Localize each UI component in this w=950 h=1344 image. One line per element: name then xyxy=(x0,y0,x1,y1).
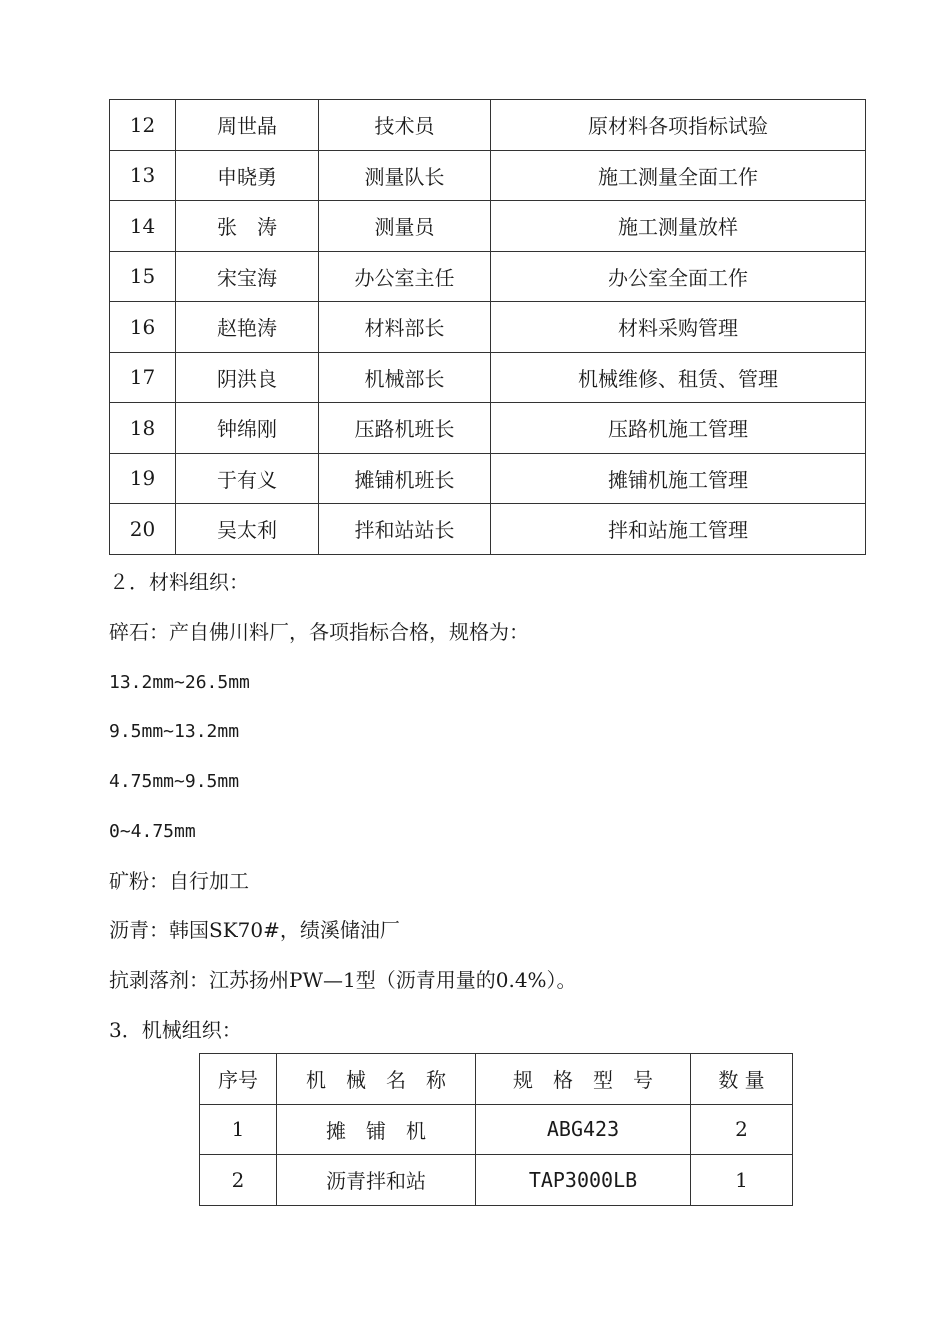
staff-duty: 机械维修、租赁、管理 xyxy=(491,352,866,403)
staff-title: 测量员 xyxy=(319,201,491,252)
staff-no: 16 xyxy=(110,302,176,353)
machine-no: 2 xyxy=(200,1155,277,1206)
staff-duty: 原材料各项指标试验 xyxy=(491,100,866,151)
staff-no: 18 xyxy=(110,403,176,454)
staff-name: 钟绵刚 xyxy=(176,403,319,454)
staff-title: 材料部长 xyxy=(319,302,491,353)
machine-name: 沥青拌和站 xyxy=(277,1155,476,1206)
mineral-powder-line: 矿粉：自行加工 xyxy=(109,869,249,893)
staff-name: 阴洪良 xyxy=(176,352,319,403)
staff-no: 17 xyxy=(110,352,176,403)
machine-model: ABG423 xyxy=(476,1104,691,1155)
materials-heading: ２．材料组织： xyxy=(109,570,249,594)
staff-no: 19 xyxy=(110,453,176,504)
anti-stripping-line: 抗剥落剂：江苏扬州PW—1型（沥青用量的0.4%）。 xyxy=(109,968,577,992)
staff-name: 张 涛 xyxy=(176,201,319,252)
staff-duty: 施工测量全面工作 xyxy=(491,150,866,201)
staff-title: 测量队长 xyxy=(319,150,491,201)
staff-name: 申晓勇 xyxy=(176,150,319,201)
staff-no: 15 xyxy=(110,251,176,302)
staff-duty: 材料采购管理 xyxy=(491,302,866,353)
machine-quantity: 1 xyxy=(691,1155,793,1206)
machine-model: TAP3000LB xyxy=(476,1155,691,1206)
staff-title: 办公室主任 xyxy=(319,251,491,302)
gravel-spec-4: 0~4.75mm xyxy=(109,821,196,842)
machinery-table xyxy=(199,1053,793,1206)
staff-no: 13 xyxy=(110,150,176,201)
table-row xyxy=(200,1155,793,1206)
staff-no: 20 xyxy=(110,504,176,555)
staff-duty: 压路机施工管理 xyxy=(491,403,866,454)
gravel-line: 碎石：产自佛川料厂，各项指标合格，规格为： xyxy=(109,620,529,644)
header-machine-name: 机 械 名 称 xyxy=(277,1054,476,1105)
machine-quantity: 2 xyxy=(691,1104,793,1155)
header-no: 序号 xyxy=(200,1054,277,1105)
asphalt-line: 沥青：韩国SK70#，绩溪储油厂 xyxy=(109,918,400,942)
table-row xyxy=(200,1104,793,1155)
machinery-header-row xyxy=(200,1054,793,1105)
gravel-spec-1: 13.2mm~26.5mm xyxy=(109,672,250,693)
table-row xyxy=(110,453,866,504)
table-row xyxy=(110,352,866,403)
staff-table xyxy=(109,99,866,555)
staff-no: 12 xyxy=(110,100,176,151)
staff-duty: 办公室全面工作 xyxy=(491,251,866,302)
header-model: 规 格 型 号 xyxy=(476,1054,691,1105)
table-row xyxy=(110,251,866,302)
staff-title: 摊铺机班长 xyxy=(319,453,491,504)
table-row xyxy=(110,403,866,454)
staff-duty: 施工测量放样 xyxy=(491,201,866,252)
staff-title: 拌和站站长 xyxy=(319,504,491,555)
machinery-heading: 3．机械组织： xyxy=(109,1018,242,1042)
machine-name: 摊 铺 机 xyxy=(277,1104,476,1155)
staff-name: 吴太利 xyxy=(176,504,319,555)
staff-name: 于有义 xyxy=(176,453,319,504)
table-row xyxy=(110,504,866,555)
header-quantity: 数 量 xyxy=(691,1054,793,1105)
staff-name: 周世晶 xyxy=(176,100,319,151)
staff-title: 机械部长 xyxy=(319,352,491,403)
staff-duty: 拌和站施工管理 xyxy=(491,504,866,555)
table-row xyxy=(110,302,866,353)
staff-name: 宋宝海 xyxy=(176,251,319,302)
staff-title: 压路机班长 xyxy=(319,403,491,454)
table-row xyxy=(110,100,866,151)
gravel-spec-2: 9.5mm~13.2mm xyxy=(109,721,240,742)
staff-name: 赵艳涛 xyxy=(176,302,319,353)
gravel-spec-3: 4.75mm~9.5mm xyxy=(109,771,240,792)
staff-duty: 摊铺机施工管理 xyxy=(491,453,866,504)
staff-no: 14 xyxy=(110,201,176,252)
table-row xyxy=(110,150,866,201)
staff-title: 技术员 xyxy=(319,100,491,151)
table-row xyxy=(110,201,866,252)
machine-no: 1 xyxy=(200,1104,277,1155)
